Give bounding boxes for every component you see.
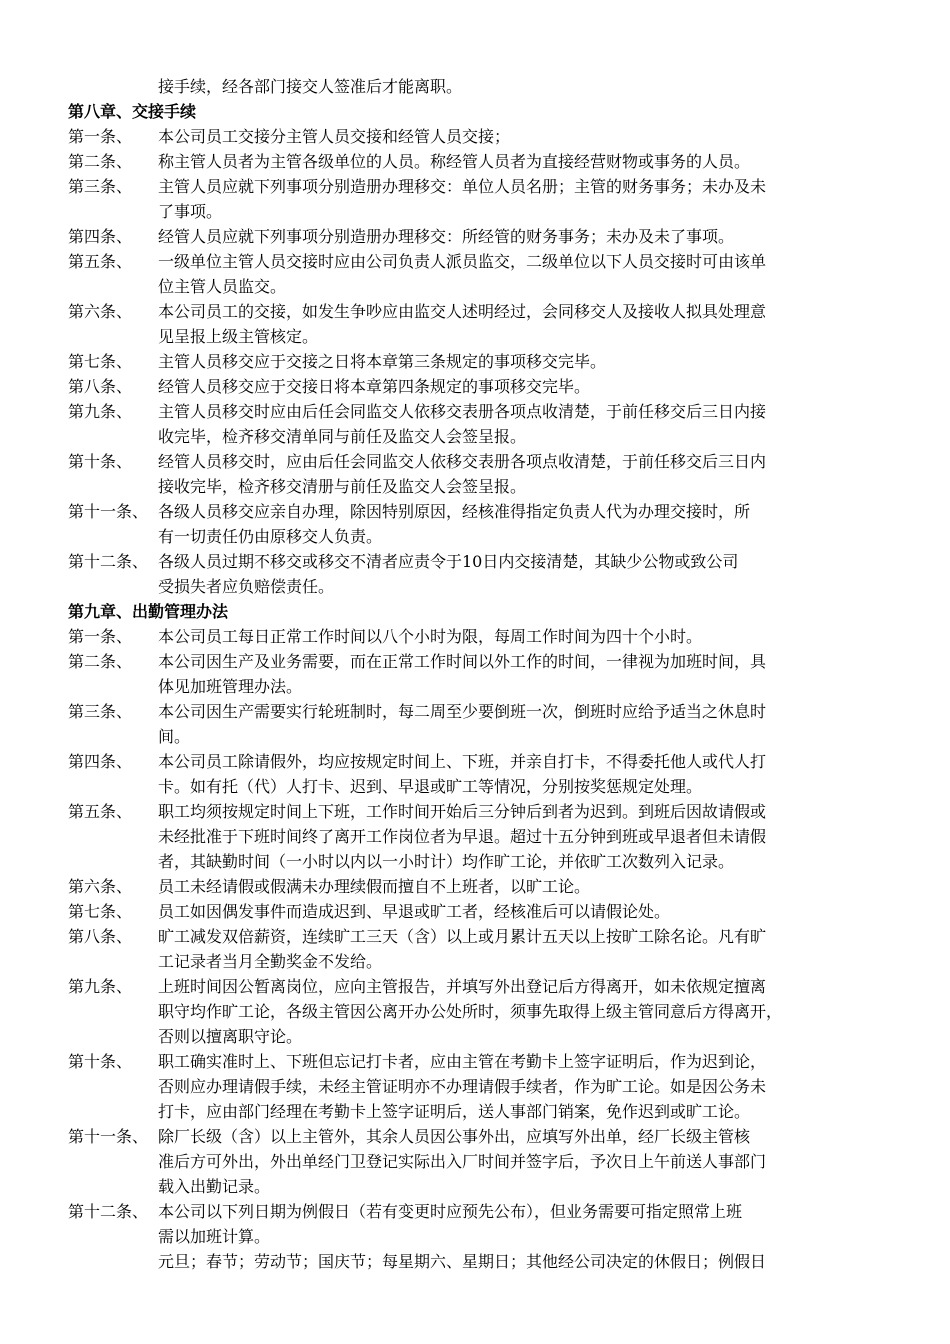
article-label: 第十条、 [68,1052,133,1071]
article-label: 第七条、 [68,902,133,921]
article-label: 第八条、 [68,377,133,396]
article-text [158,699,886,749]
article-text-line: 准后方可外出，外出单经门卫登记实际出入厂时间并签字后，予次日上午前送人事部门 [158,1152,767,1171]
article-text [158,399,886,449]
article-text [158,974,886,1049]
article-text-line: 本公司因生产需要实行轮班制时，每二周至少要倒班一次，倒班时应给予适当之休息时 [158,702,767,721]
article-label: 第四条、 [68,227,133,246]
article-text [158,374,886,399]
article-text-line: 职守均作旷工论，各级主管因公离开办公处所时，须事先取得上级主管同意后方得离开， [158,1002,783,1021]
article-clause [68,924,886,974]
article-label: 第九条、 [68,402,133,421]
article-clause [68,974,886,1049]
article-clause [68,549,886,599]
article-text-line: 本公司员工的交接，如发生争吵应由监交人述明经过，会同移交人及接收人拟具处理意 [158,302,767,321]
article-label: 第二条、 [68,652,133,671]
article-label: 第十一条、 [68,502,149,521]
article-text-line: 接收完毕，检齐移交清册与前任及监交人会签呈报。 [158,477,527,496]
article-text-line: 需以加班计算。 [158,1227,271,1246]
article-label: 第十二条、 [68,1202,149,1221]
article-text-line: 有一切责任仍由原移交人负责。 [158,527,383,546]
article-text [158,549,886,599]
article-label: 第六条、 [68,302,133,321]
article-text [158,799,886,874]
article-text [158,174,886,224]
article-label: 第三条、 [68,177,133,196]
article-text [158,649,886,699]
article-clause [68,399,886,449]
article-text [158,249,886,299]
article-text-line: 一级单位主管人员交接时应由公司负责人派员监交，二级单位以下人员交接时可由该单 [158,252,767,271]
article-text [158,924,886,974]
article-label: 第十条、 [68,452,133,471]
article-text-line: 员工如因偶发事件而造成迟到、早退或旷工者，经核准后可以请假论处。 [158,902,671,921]
article-text-line: 本公司员工每日正常工作时间以八个小时为限，每周工作时间为四十个小时。 [158,627,703,646]
article-text-line: 除厂长级（含）以上主管外，其余人员因公事外出，应填写外出单，经厂长级主管核 [158,1127,751,1146]
article-text-line: 员工未经请假或假满未办理续假而擅自不上班者，以旷工论。 [158,877,591,896]
article-text-line: 受损失者应负赔偿责任。 [158,577,335,596]
article-text-line: 见呈报上级主管核定。 [158,327,319,346]
document-body [68,74,886,1274]
article-text-line: 载入出勤记录。 [158,1177,271,1196]
article-clause [68,449,886,499]
article-text-line: 收完毕，检齐移交清单同与前任及监交人会签呈报。 [158,427,527,446]
article-text [158,224,886,249]
article-clause [68,699,886,749]
article-text-line: 经管人员移交应于交接日将本章第四条规定的事项移交完毕。 [158,377,591,396]
article-label: 第七条、 [68,352,133,371]
article-text [158,499,886,549]
article-clause [68,874,886,899]
article-clause [68,224,886,249]
article-text-line: 主管人员移交时应由后任会同监交人依移交表册各项点收清楚，于前任移交后三日内接 [158,402,767,421]
article-text-line: 上班时间因公暂离岗位，应向主管报告，并填写外出登记后方得离开，如未依规定擅离 [158,977,767,996]
article-clause [68,374,886,399]
article-label: 第三条、 [68,702,133,721]
article-text-line: 本公司员工交接分主管人员交接和经管人员交接； [158,127,511,146]
article-text-line: 否则以擅离职守论。 [158,1027,303,1046]
article-text [158,899,886,924]
article-text-line: 未经批准于下班时间终了离开工作岗位者为早退。超过十五分钟到班或早退者但未请假 [158,827,767,846]
article-text-line: 称主管人员者为主管各级单位的人员。称经管人员者为直接经营财物或事务的人员。 [158,152,751,171]
article-clause [68,624,886,649]
article-text [158,349,886,374]
article-clause [68,499,886,549]
article-clause [68,649,886,699]
article-text [158,1124,886,1199]
article-text-line: 职工均须按规定时间上下班，工作时间开始后三分钟后到者为迟到。到班后因故请假或 [158,802,767,821]
article-clause [68,299,886,349]
article-label: 第一条、 [68,627,133,646]
article-text [158,1049,886,1124]
article-clause [68,349,886,374]
article-text [158,449,886,499]
article-text [158,299,886,349]
article-text-line: 经管人员应就下列事项分别造册办理移交：所经管的财务事务；未办及未了事项。 [158,227,735,246]
article-text [158,149,886,174]
article-text-line: 工记录者当月全勤奖金不发给。 [158,952,383,971]
article-clause [68,1124,886,1199]
article-clause [68,174,886,224]
article-text [158,1199,886,1249]
article-clause [68,249,886,299]
article-text-line: 各级人员移交应亲自办理，除因特别原因，经核准得指定负责人代为办理交接时，所 [158,502,751,521]
article-text-line: 了事项。 [158,202,223,221]
chapter-heading: 第九章、出勤管理办法 [68,602,229,621]
article-text [158,749,886,799]
article-text-line: 本公司因生产及业务需要，而在正常工作时间以外工作的时间，一律视为加班时间，具 [158,652,767,671]
article-text-line: 卡。如有托（代）人打卡、迟到、早退或旷工等情况，分别按奖惩规定处理。 [158,777,703,796]
article-text-line: 否则应办理请假手续，未经主管证明亦不办理请假手续者，作为旷工论。如是因公务未 [158,1077,767,1096]
article-text [158,874,886,899]
article-label: 第六条、 [68,877,133,896]
article-label: 第五条、 [68,252,133,271]
article-text-line: 主管人员应就下列事项分别造册办理移交：单位人员名册；主管的财务事务；未办及未 [158,177,767,196]
article-text-line: 旷工减发双倍薪资，连续旷工三天（含）以上或月累计五天以上按旷工除名论。凡有旷 [158,927,767,946]
article-clause [68,799,886,874]
article-label: 第九条、 [68,977,133,996]
article-label: 第四条、 [68,752,133,771]
article-text-line: 主管人员移交应于交接之日将本章第三条规定的事项移交完毕。 [158,352,607,371]
article-text-line: 各级人员过期不移交或移交不清者应责令于10日内交接清楚，其缺少公物或致公司 [158,552,739,571]
article-text [158,124,886,149]
article-clause [68,1199,886,1249]
article-clause [68,899,886,924]
article-clause [68,124,886,149]
article-clause [68,1049,886,1124]
article-text-line: 本公司员工除请假外，均应按规定时间上、下班，并亲自打卡，不得委托他人或代人打 [158,752,767,771]
article-text-line: 打卡，应由部门经理在考勤卡上签字证明后，送人事部门销案，免作迟到或旷工论。 [158,1102,751,1121]
continuation-text: 元旦；春节；劳动节；国庆节；每星期六、星期日；其他经公司决定的休假日；例假日 [158,1252,767,1271]
article-text-line: 位主管人员监交。 [158,277,287,296]
article-text-line: 经管人员移交时，应由后任会同监交人依移交表册各项点收清楚，于前任移交后三日内 [158,452,767,471]
article-text-line: 职工确实准时上、下班但忘记打卡者，应由主管在考勤卡上签字证明后，作为迟到论， [158,1052,767,1071]
article-clause [68,149,886,174]
article-label: 第五条、 [68,802,133,821]
article-label: 第二条、 [68,152,133,171]
article-label: 第八条、 [68,927,133,946]
article-label: 第十二条、 [68,552,149,571]
article-label: 第十一条、 [68,1127,149,1146]
article-text-line: 者，其缺勤时间（一小时以内以一小时计）均作旷工论，并依旷工次数列入记录。 [158,852,735,871]
article-clause [68,749,886,799]
article-text-line: 体见加班管理办法。 [158,677,303,696]
article-label: 第一条、 [68,127,133,146]
chapter-heading: 第八章、交接手续 [68,102,197,121]
article-text-line: 间。 [158,727,191,746]
article-text [158,624,886,649]
continuation-text: 接手续，经各部门接交人签准后才能离职。 [158,77,463,96]
article-text-line: 本公司以下列日期为例假日（若有变更时应预先公布），但业务需要可指定照常上班 [158,1202,743,1221]
